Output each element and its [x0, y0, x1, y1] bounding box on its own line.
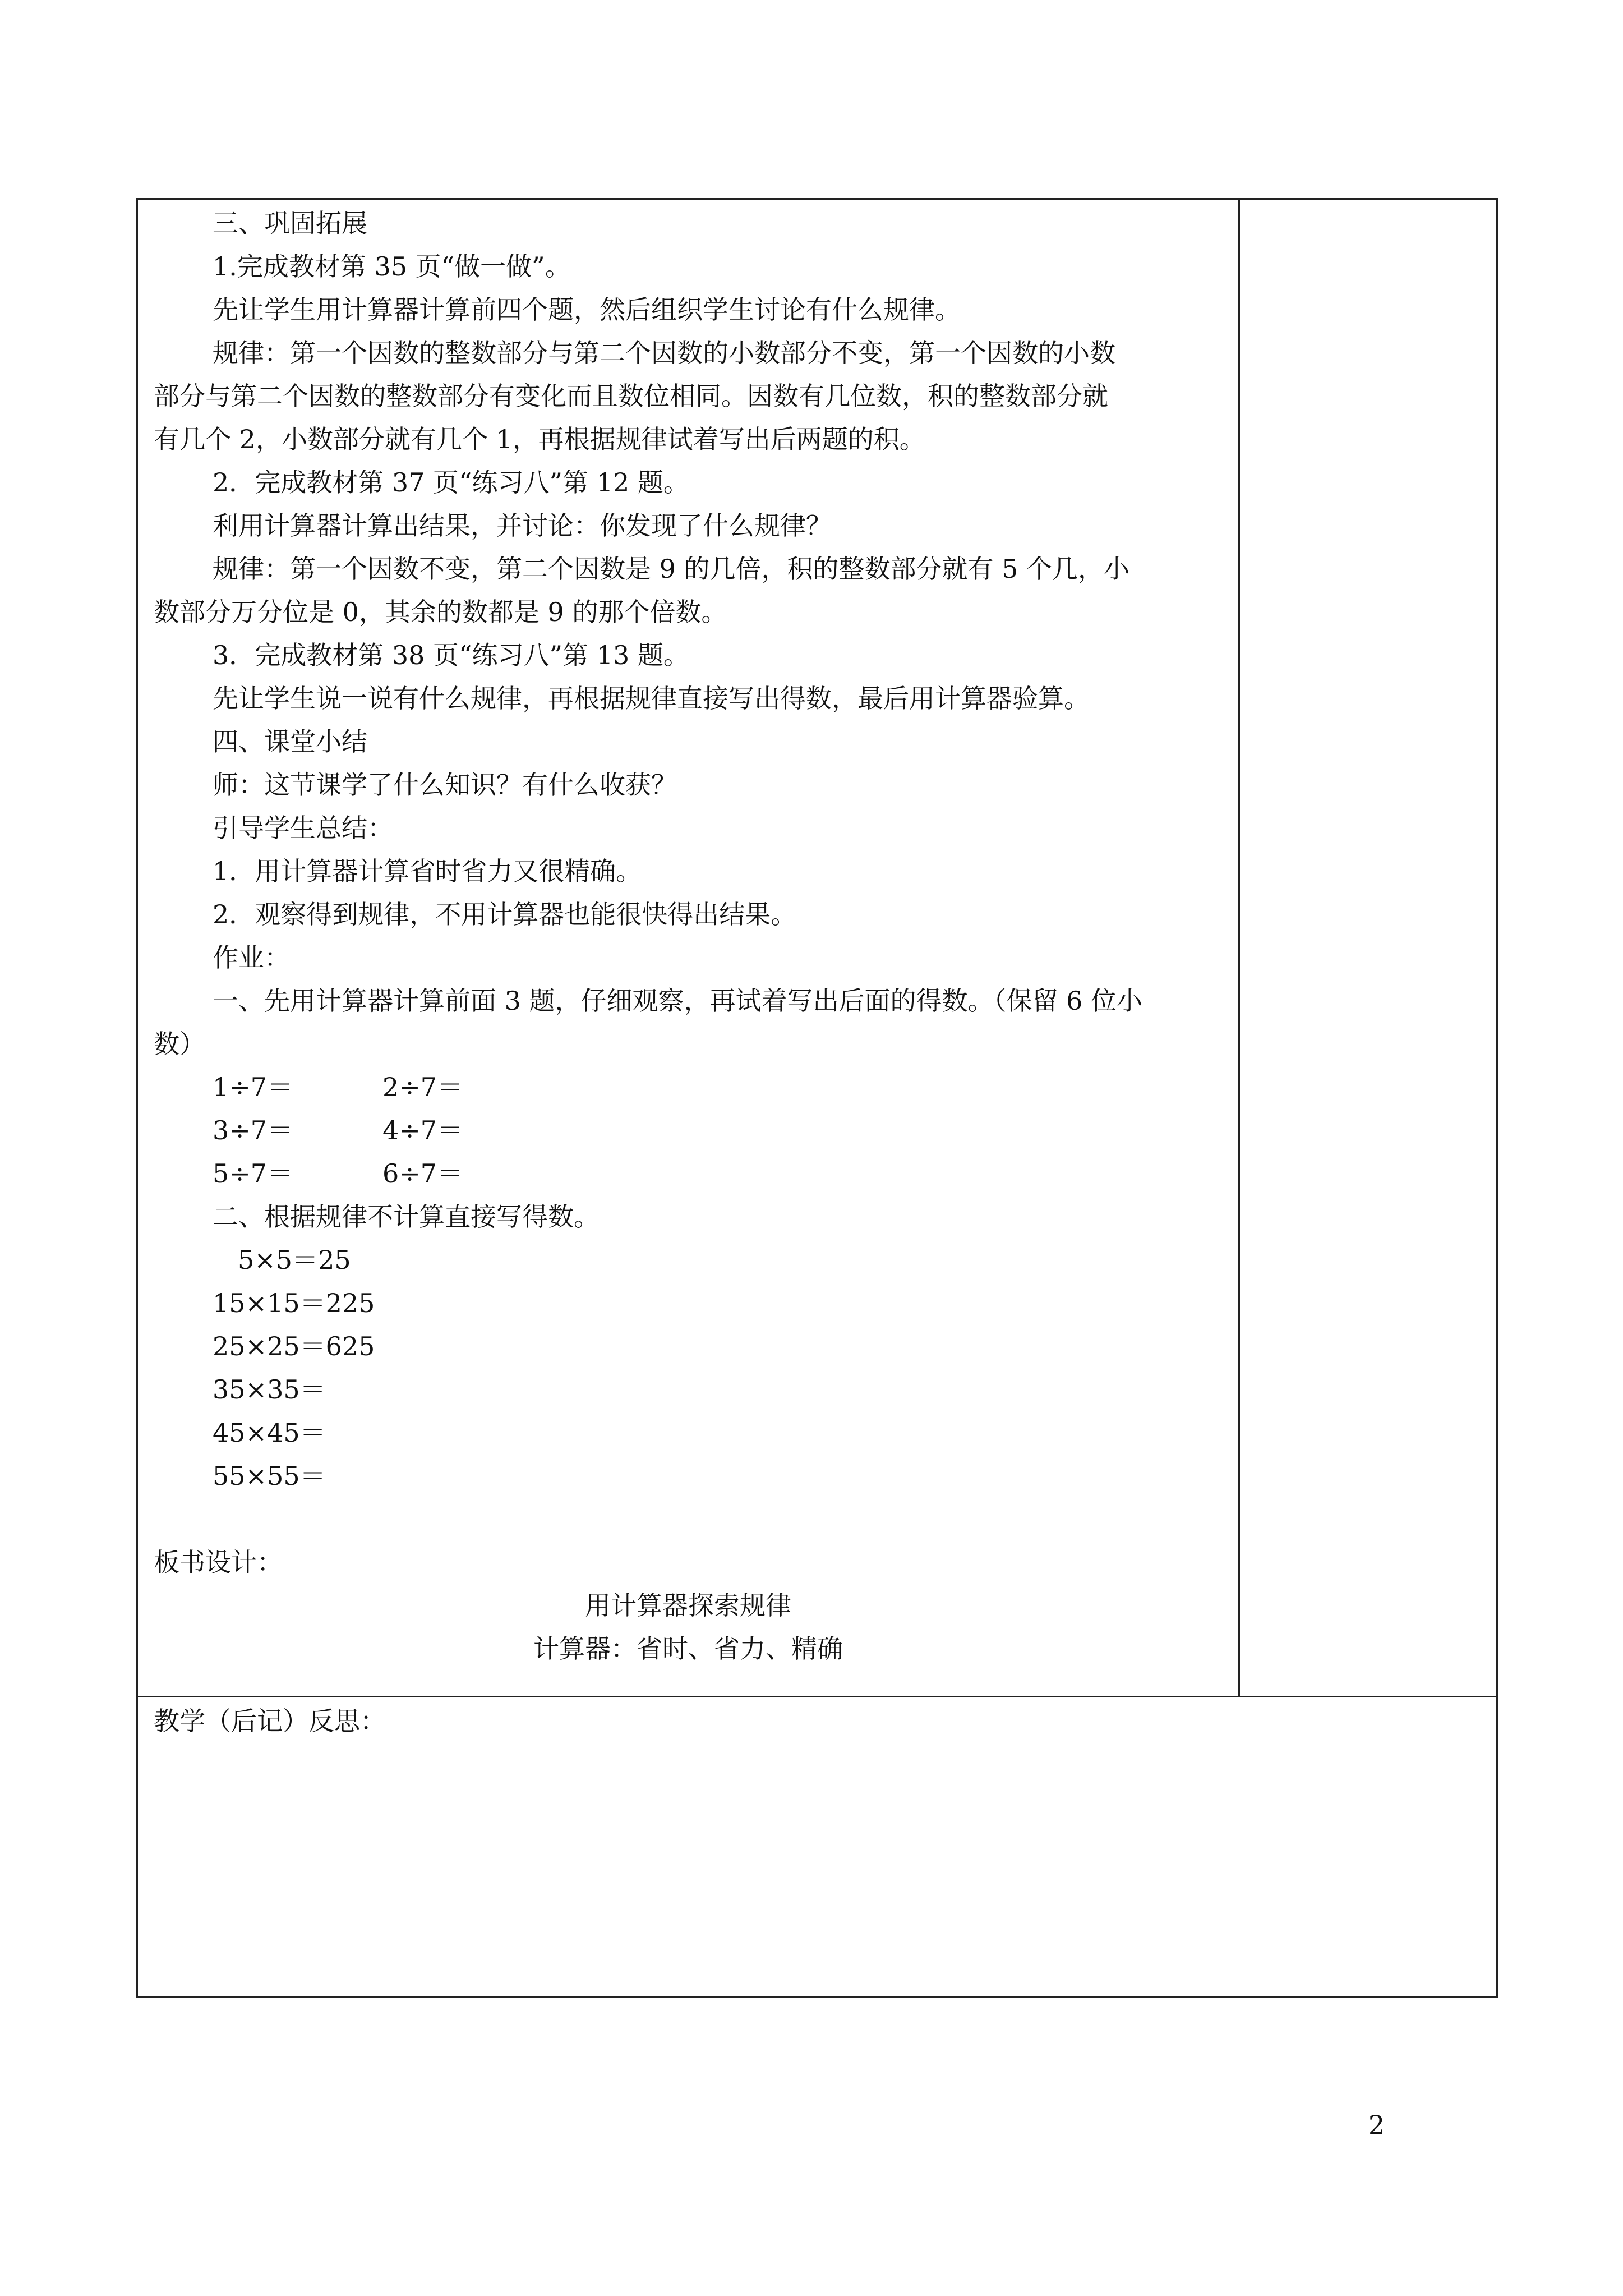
- teacher-question: 师：这节课学了什么知识？有什么收获？: [213, 770, 677, 800]
- item1-rule-line2: 部分与第二个因数的整数部分有变化而且数位相同。因数有几位数，积的整数部分就: [154, 381, 1108, 411]
- item2: 2．完成教材第 37 页“练习八”第 12 题。: [213, 467, 689, 498]
- reflection-cell: [138, 1697, 1496, 1996]
- square-item: 5×5＝25: [238, 1245, 351, 1275]
- division-item: 6÷7＝: [382, 1158, 463, 1189]
- summary-point-1: 1．用计算器计算省时省力又很精确。: [213, 856, 642, 886]
- homework-task1-line2: 数）: [154, 1029, 205, 1059]
- division-item: 5÷7＝: [213, 1158, 293, 1189]
- item2-desc: 利用计算器计算出结果，并讨论：你发现了什么规律？: [213, 510, 832, 541]
- board-design-label: 板书设计：: [154, 1547, 283, 1577]
- square-item: 35×35＝: [213, 1374, 326, 1405]
- item2-rule-line2: 数部分万分位是 0，其余的数都是 9 的那个倍数。: [154, 597, 727, 627]
- board-title: 用计算器探索规律: [585, 1590, 791, 1621]
- item2-rule-line1: 规律：第一个因数不变，第二个因数是 9 的几倍，积的整数部分就有 5 个几，小: [213, 554, 1130, 584]
- square-item: 45×45＝: [213, 1418, 326, 1448]
- lesson-plan-table: [136, 198, 1498, 1998]
- item1-rule-line3: 有几个 2，小数部分就有几个 1，再根据规律试着写出后两题的积。: [154, 424, 925, 454]
- homework-task2: 二、根据规律不计算直接写得数。: [213, 1202, 600, 1232]
- guide-summary: 引导学生总结：: [213, 813, 393, 843]
- section3-heading: 三、巩固拓展: [213, 208, 367, 238]
- division-item: 1÷7＝: [213, 1072, 293, 1102]
- homework-task1-line1: 一、先用计算器计算前面 3 题，仔细观察，再试着写出后面的得数。（保留 6 位小: [213, 986, 1143, 1016]
- item1-rule-line1: 规律：第一个因数的整数部分与第二个因数的小数部分不变，第一个因数的小数: [213, 338, 1115, 368]
- square-item: 25×25＝625: [213, 1331, 375, 1361]
- division-item: 4÷7＝: [382, 1115, 463, 1145]
- section4-heading: 四、课堂小结: [213, 726, 367, 757]
- item1: 1.完成教材第 35 页“做一做”。: [213, 251, 571, 282]
- square-item: 55×55＝: [213, 1461, 326, 1491]
- summary-point-2: 2．观察得到规律，不用计算器也能很快得出结果。: [213, 899, 797, 930]
- page-number: 2: [1368, 2110, 1385, 2140]
- board-subtitle: 计算器：省时、省力、精确: [533, 1634, 843, 1664]
- column-divider: [1238, 200, 1240, 1696]
- item3-desc: 先让学生说一说有什么规律，再根据规律直接写出得数，最后用计算器验算。: [213, 683, 1090, 714]
- reflection-label: 教学（后记）反思：: [154, 1706, 386, 1736]
- lesson-content-cell: [138, 200, 1238, 1696]
- item3: 3．完成教材第 38 页“练习八”第 13 题。: [213, 640, 689, 670]
- item1-desc: 先让学生用计算器计算前四个题，然后组织学生讨论有什么规律。: [213, 295, 961, 325]
- homework-label: 作业：: [213, 942, 290, 973]
- division-item: 3÷7＝: [213, 1115, 293, 1145]
- square-item: 15×15＝225: [213, 1288, 375, 1318]
- division-item: 2÷7＝: [382, 1072, 463, 1102]
